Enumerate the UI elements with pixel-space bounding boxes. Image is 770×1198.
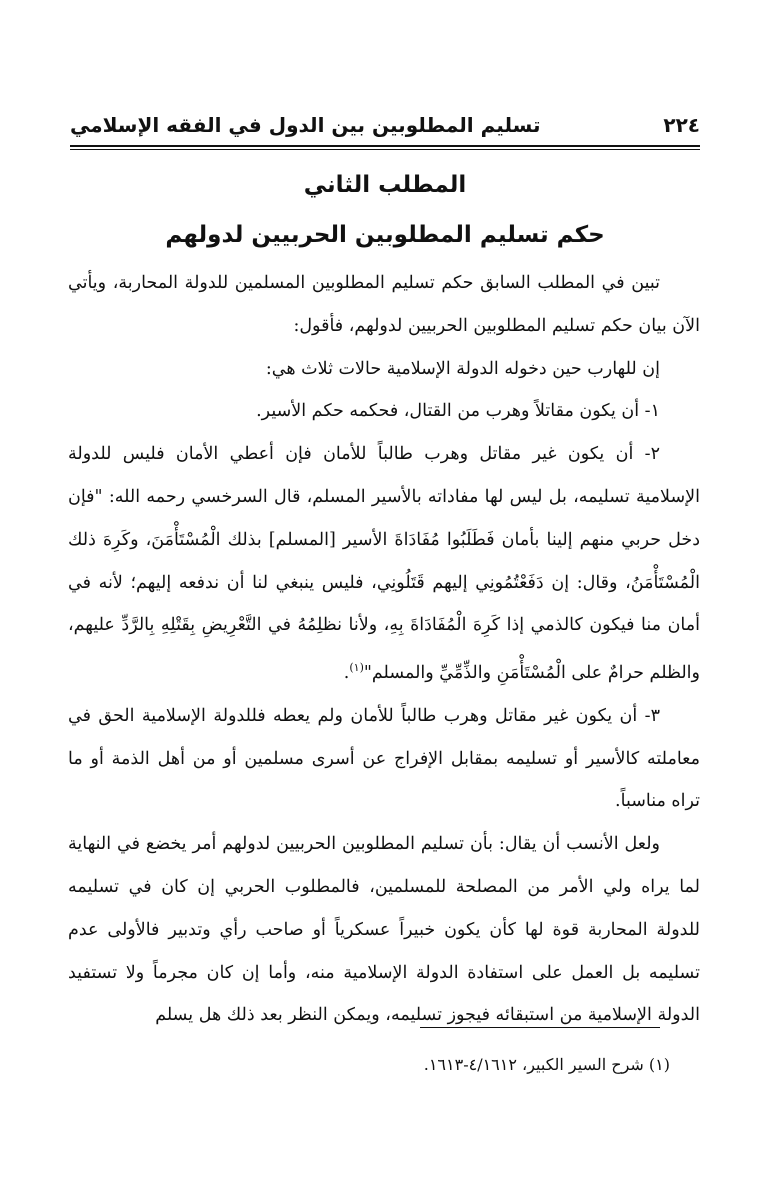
paragraph-intro: تبين في المطلب السابق حكم تسليم المطلوبين المسلمين للدولة المحاربة، ويأتي الآن بيان حكم تسليم المطلوبين الحربيين لدولهم، فأقول: — [68, 273, 700, 336]
running-header — [70, 108, 700, 142]
footnote: (١) شرح السير الكبير، ٤/١٦١٢-١٦١٣. — [423, 1055, 670, 1074]
running-title: تسليم المطلوبين بين الدول في الفقه الإسلامي — [70, 113, 541, 137]
footnote-rule — [420, 1027, 660, 1028]
body-text — [68, 262, 700, 1037]
section-title: حكم تسليم المطلوبين الحربيين لدولهم — [165, 222, 605, 248]
case-1: ١- أن يكون مقاتلاً وهرب من القتال، فحكمه حكم الأسير. — [256, 401, 660, 422]
page-number: ٢٢٤ — [663, 113, 700, 137]
case-3: ٣- أن يكون غير مقاتل وهرب طالباً للأمان ولم يعطه فللدولة الإسلامية الحق في معاملته كالأسير أو تسليمه بمقابل الإفراج عن أسرى مسلمين أو من أهل الذمة أو ما تراه مناسباً. — [68, 705, 700, 812]
header-rule — [70, 145, 700, 147]
case-2-text: ٢- أن يكون غير مقاتل وهرب طالباً للأمان فإن أعطي الأمان فليس للدولة الإسلامية تسليمه، بل ليس لها مفاداته بالأسير المسلم، قال السرخسي رحمه الله: "فإن دخل حربي منهم إلينا بأمان فَطَلَبُوا مُفَادَاةَ الأسير [المسلم] بذلك الْمُسْتَأْمَنَ، وكَرِهَ ذلك الْمُسْتَأْمَنُ، وقال: إن دَفَعْتُمُونِي إليهم قَتَلُونِي، فليس ينبغي لنا أن ندفعه إليهم؛ لأنه في أمان منا فيكون كالذمي إذا كَرِهَ الْمُفَادَاةَ بِهِ، ولأنا نظلِمُهُ في التَّعْرِيضِ بِقَتْلِهِ بِالرَّدِّ عليهم، والظلم حرامٌ على الْمُسْتَأْمَنِ والذِّمِّيِّ والمسلم" — [68, 444, 700, 683]
case-2: ٢- أن يكون غير مقاتل وهرب طالباً للأمان فإن أعطي الأمان فليس للدولة الإسلامية تسليمه، بل ليس لها مفاداته بالأسير المسلم، قال السرخسي رحمه الله: "فإن دخل حربي منهم إلينا بأمان فَطَلَبُوا مُفَادَاةَ الأسير [المسلم] بذلك الْمُسْتَأْمَنَ، وكَرِهَ ذلك الْمُسْتَأْمَنُ، وقال: إن دَفَعْتُمُونِي إليهم قَتَلُونِي، فليس ينبغي لنا أن ندفعه إليهم؛ لأنه في أمان منا فيكون كالذمي إذا كَرِهَ الْمُفَادَاةَ بِهِ، ولأنا نظلِمُهُ في التَّعْرِيضِ بِقَتْلِهِ بِالرَّدِّ عليهم، والظلم حرامٌ على الْمُسْتَأْمَنِ والذِّمِّيِّ والمسلم"$^{(١)}$. — [68, 444, 700, 683]
footnote-reference: (١) — [349, 661, 364, 675]
paragraph-cases: إن للهارب حين دخوله الدولة الإسلامية حالات ثلاث هي: — [265, 358, 660, 379]
header-rule-thin — [70, 149, 700, 150]
paragraph-conclusion: ولعل الأنسب أن يقال: بأن تسليم المطلوبين الحربيين لدولهم أمر يخضع في النهاية لما يراه ولي الأمر من المصلحة للمسلمين، فالمطلوب الحربي إن كان في تسليمه للدولة المحاربة قوة لها كأن يكون خبيراً عسكرياً أو صاحب رأي وتدبير فالأولى عدم تسليمه بل العمل على استفادة الدولة الإسلامية منه، وأما إن كان مجرماً ولا تستفيد الدولة الإسلامية من استبقائه فيجوز تسليمه، ويمكن النظر بعد ذلك هل يسلم — [68, 834, 700, 1026]
section-label: المطلب الثاني — [303, 172, 467, 198]
